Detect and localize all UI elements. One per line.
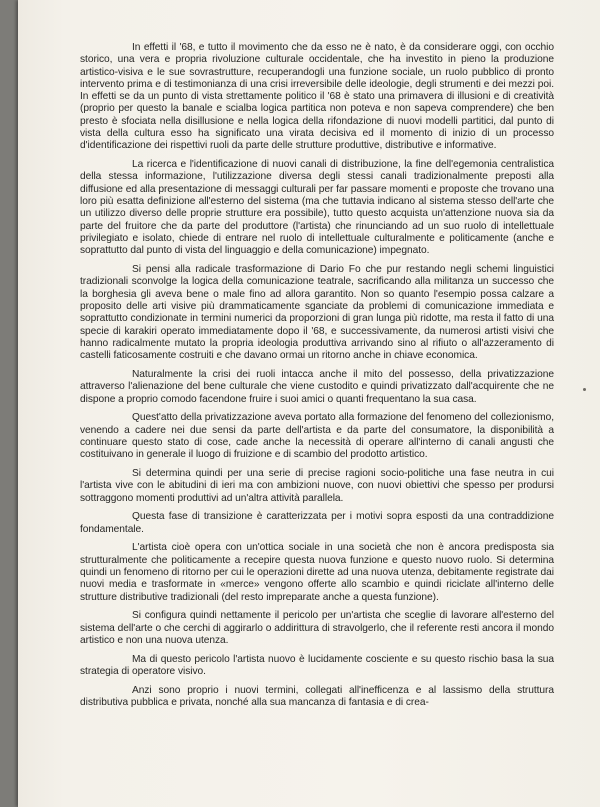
paragraph: In effetti il '68, e tutto il movimento che da esso ne è nato, è da considerare oggi, con occhio storico, una vera e propria rivoluzione culturale occidentale, che ha investito in pieno la produzione artistico-visiva e le sue sovrastrutture, recuperandogli una funzione sociale, un ruolo pubblico di pronto intervento prima e di testimonianza di una crisi irreversibile delle ideologie, degli strumenti e dei mezzi poi. In effetti se da un punto di vista strettamente politico il '68 è stato una primavera di illusioni e di creatività (proprio per questo la banale e scialba logica partitica non poteva e non sapeva comprendere) che ben presto è sfociata nella disillusione e nella logica della rifondazione di nuovi modelli partitici, dal punto di vista della cultura esso ha significato una virata decisiva ed il momento di inizio di un processo d'identificazione dei rispettivi ruoli da parte delle strutture produttive, distributive e informative. [80,42,554,152]
paragraph: Si determina quindi per una serie di precise ragioni socio-politiche una fase neutra in cui l'artista vive con le abitudini di ieri ma con ambizioni nuove, con nuovi obiettivi che spesso per prodursi sottraggono momenti produttivi ad un'altra attività parallela. [80,468,554,504]
paper-speck [583,388,586,391]
paragraph: Anzi sono proprio i nuovi termini, collegati all'inefficenza e al lassismo della struttura distributiva pubblica e privata, nonché alla sua mancanza di fantasia e di crea- [80,684,554,709]
paragraph: Quest'atto della privatizzazione aveva portato alla formazione del fenomeno del collezionismo, venendo a cadere nei due sensi da parte dell'artista e da parte del consumatore, la disponibilità a continuare questo stato di cose, cade anche la necessità di operare all'interno di canali angusti che costituivano in generale il luogo di fruizione e di scambio del prodotto artistico. [80,412,554,461]
body-text [80,42,554,716]
paragraph: Naturalmente la crisi dei ruoli intacca anche il mito del possesso, della privatizzazione attraverso l'alienazione del bene culturale che viene custodito e quindi privatizzato dall'acquirente che ne dispone a proprio comodo facendone fruire i suoi amici o quanti frequentano la sua casa. [80,368,554,405]
paragraph: Si pensi alla radicale trasformazione di Dario Fo che pur restando negli schemi linguistici tradizionali sconvolge la logica della comunicazione teatrale, sacrificando alla militanza un successo che la borghesia gli aveva bene o male fino ad allora garantito. Non so quanto l'esempio possa calzare a proposito delle arti visive più drammaticamente sganciate da problemi di comunicazione immediata e soprattutto condizionate in termini numerici da proporzioni di gran lunga più ridotte, ma resta il fatto di una specie di karakiri operato immediatamente dopo il '68, e successivamente, da numerosi artisti visivi che hanno radicalmente mutato la propria ideologia produttiva arrivando sino al rifiuto o all'azzeramento di castelli faticosamente costruiti e che davano ormai un ritorno anche in chiave economica. [80,264,554,362]
paragraph: La ricerca e l'identificazione di nuovi canali di distribuzione, la fine dell'egemonia centralistica della stessa informazione, l'utilizzazione diversa degli stessi canali tradizionalmente preposti alla diffusione ed alla presentazione di messaggi culturali per far passare momenti e proposte che trovano una loro più esatta definizione all'esterno del sistema (ma che tuttavia indicano al sistema stesso dell'arte che un utilizzo diverso delle proprie strutture era possibile), tutto questo acquista un'attenzione nuova sia da parte del fruitore che da parte del produttore (l'artista) che rinunciando ad un suo ruolo di intellettuale privilegiato e isolato, chiede di entrare nel ruolo di intellettuale culturalmente e politicamente (anche e soprattutto dal punto di vista del linguaggio e della comunicazione) impegnato. [80,159,554,257]
document-page [18,0,600,807]
paragraph: L'artista cioè opera con un'ottica sociale in una società che non è ancora predisposta sia strutturalmente che politicamente a recepire questa nuova funzione e questo nuovo ruolo. Si determina quindi un fenomeno di ritorno per cui le operazioni dirette ad una nuova utenza, debitamente registrate dai nuovi media e trasformate in «merce» vengono offerte allo scambio e quindi riciclate all'interno delle strutture distributive tradizionali (del resto impreparate anche a questa funzione). [80,542,554,603]
paragraph: Ma di questo pericolo l'artista nuovo è lucidamente cosciente e su questo rischio basa la sua strategia di operatore visivo. [80,653,554,678]
paragraph: Si configura quindi nettamente il pericolo per un'artista che sceglie di lavorare all'esterno del sistema dell'arte o che cerchi di aggirarlo o addirittura di stravolgerlo, che il referente resti ancora il mondo artistico e non una nuova utenza. [80,610,554,647]
paragraph: Questa fase di transizione è caratterizzata per i motivi sopra esposti da una contraddizione fondamentale. [80,511,554,535]
